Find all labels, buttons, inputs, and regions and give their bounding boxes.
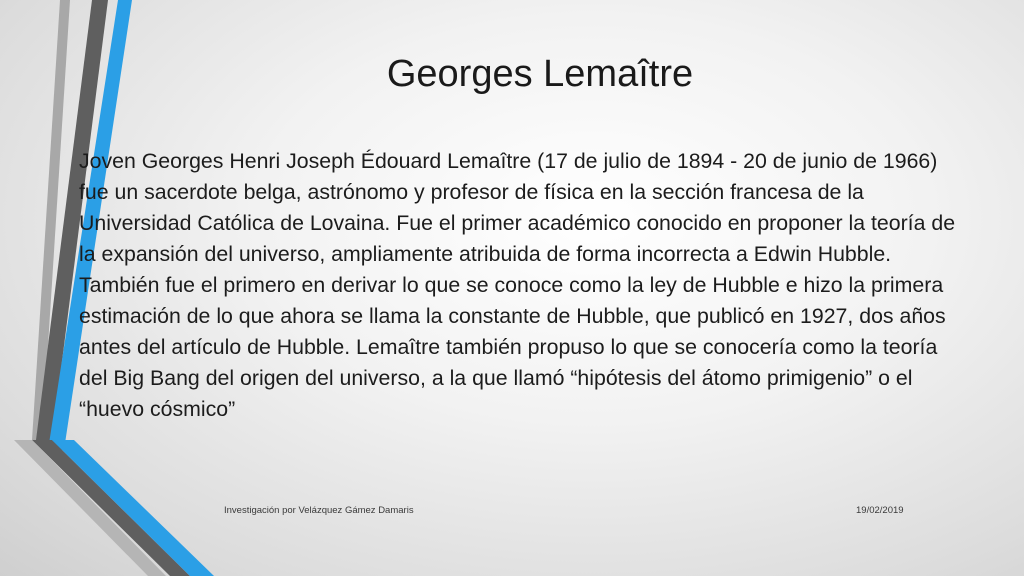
footer-author: Investigación por Velázquez Gámez Damaris	[224, 505, 414, 516]
dark-gray-bottom-stripe	[32, 440, 190, 576]
slide-body-text: Joven Georges Henri Joseph Édouard Lemaître (17 de julio de 1894 - 20 de junio de 1966) fue un sacerdote belga, astrónomo y profesor de física en la sección francesa de la Universidad Católica de Lovaina. Fue el primer académico conocido en proponer la teoría de la expansión del universo, ampliamente atribuida de forma incorrecta a Edwin Hubble. También fue el primero en derivar lo que se conoce como la ley de Hubble e hizo la primera estimación de lo que ahora se llama la constante de Hubble, que publicó en 1927, dos años antes del artículo de Hubble. Lemaître también propuso lo que se conocería como la teoría del Big Bang del origen del universo, a la que llamó “hipótesis del átomo primigenio” o el “huevo cósmico”	[79, 149, 956, 421]
slide-title: Georges Lemaître	[386, 53, 694, 95]
footer-date: 19/02/2019	[856, 505, 904, 516]
